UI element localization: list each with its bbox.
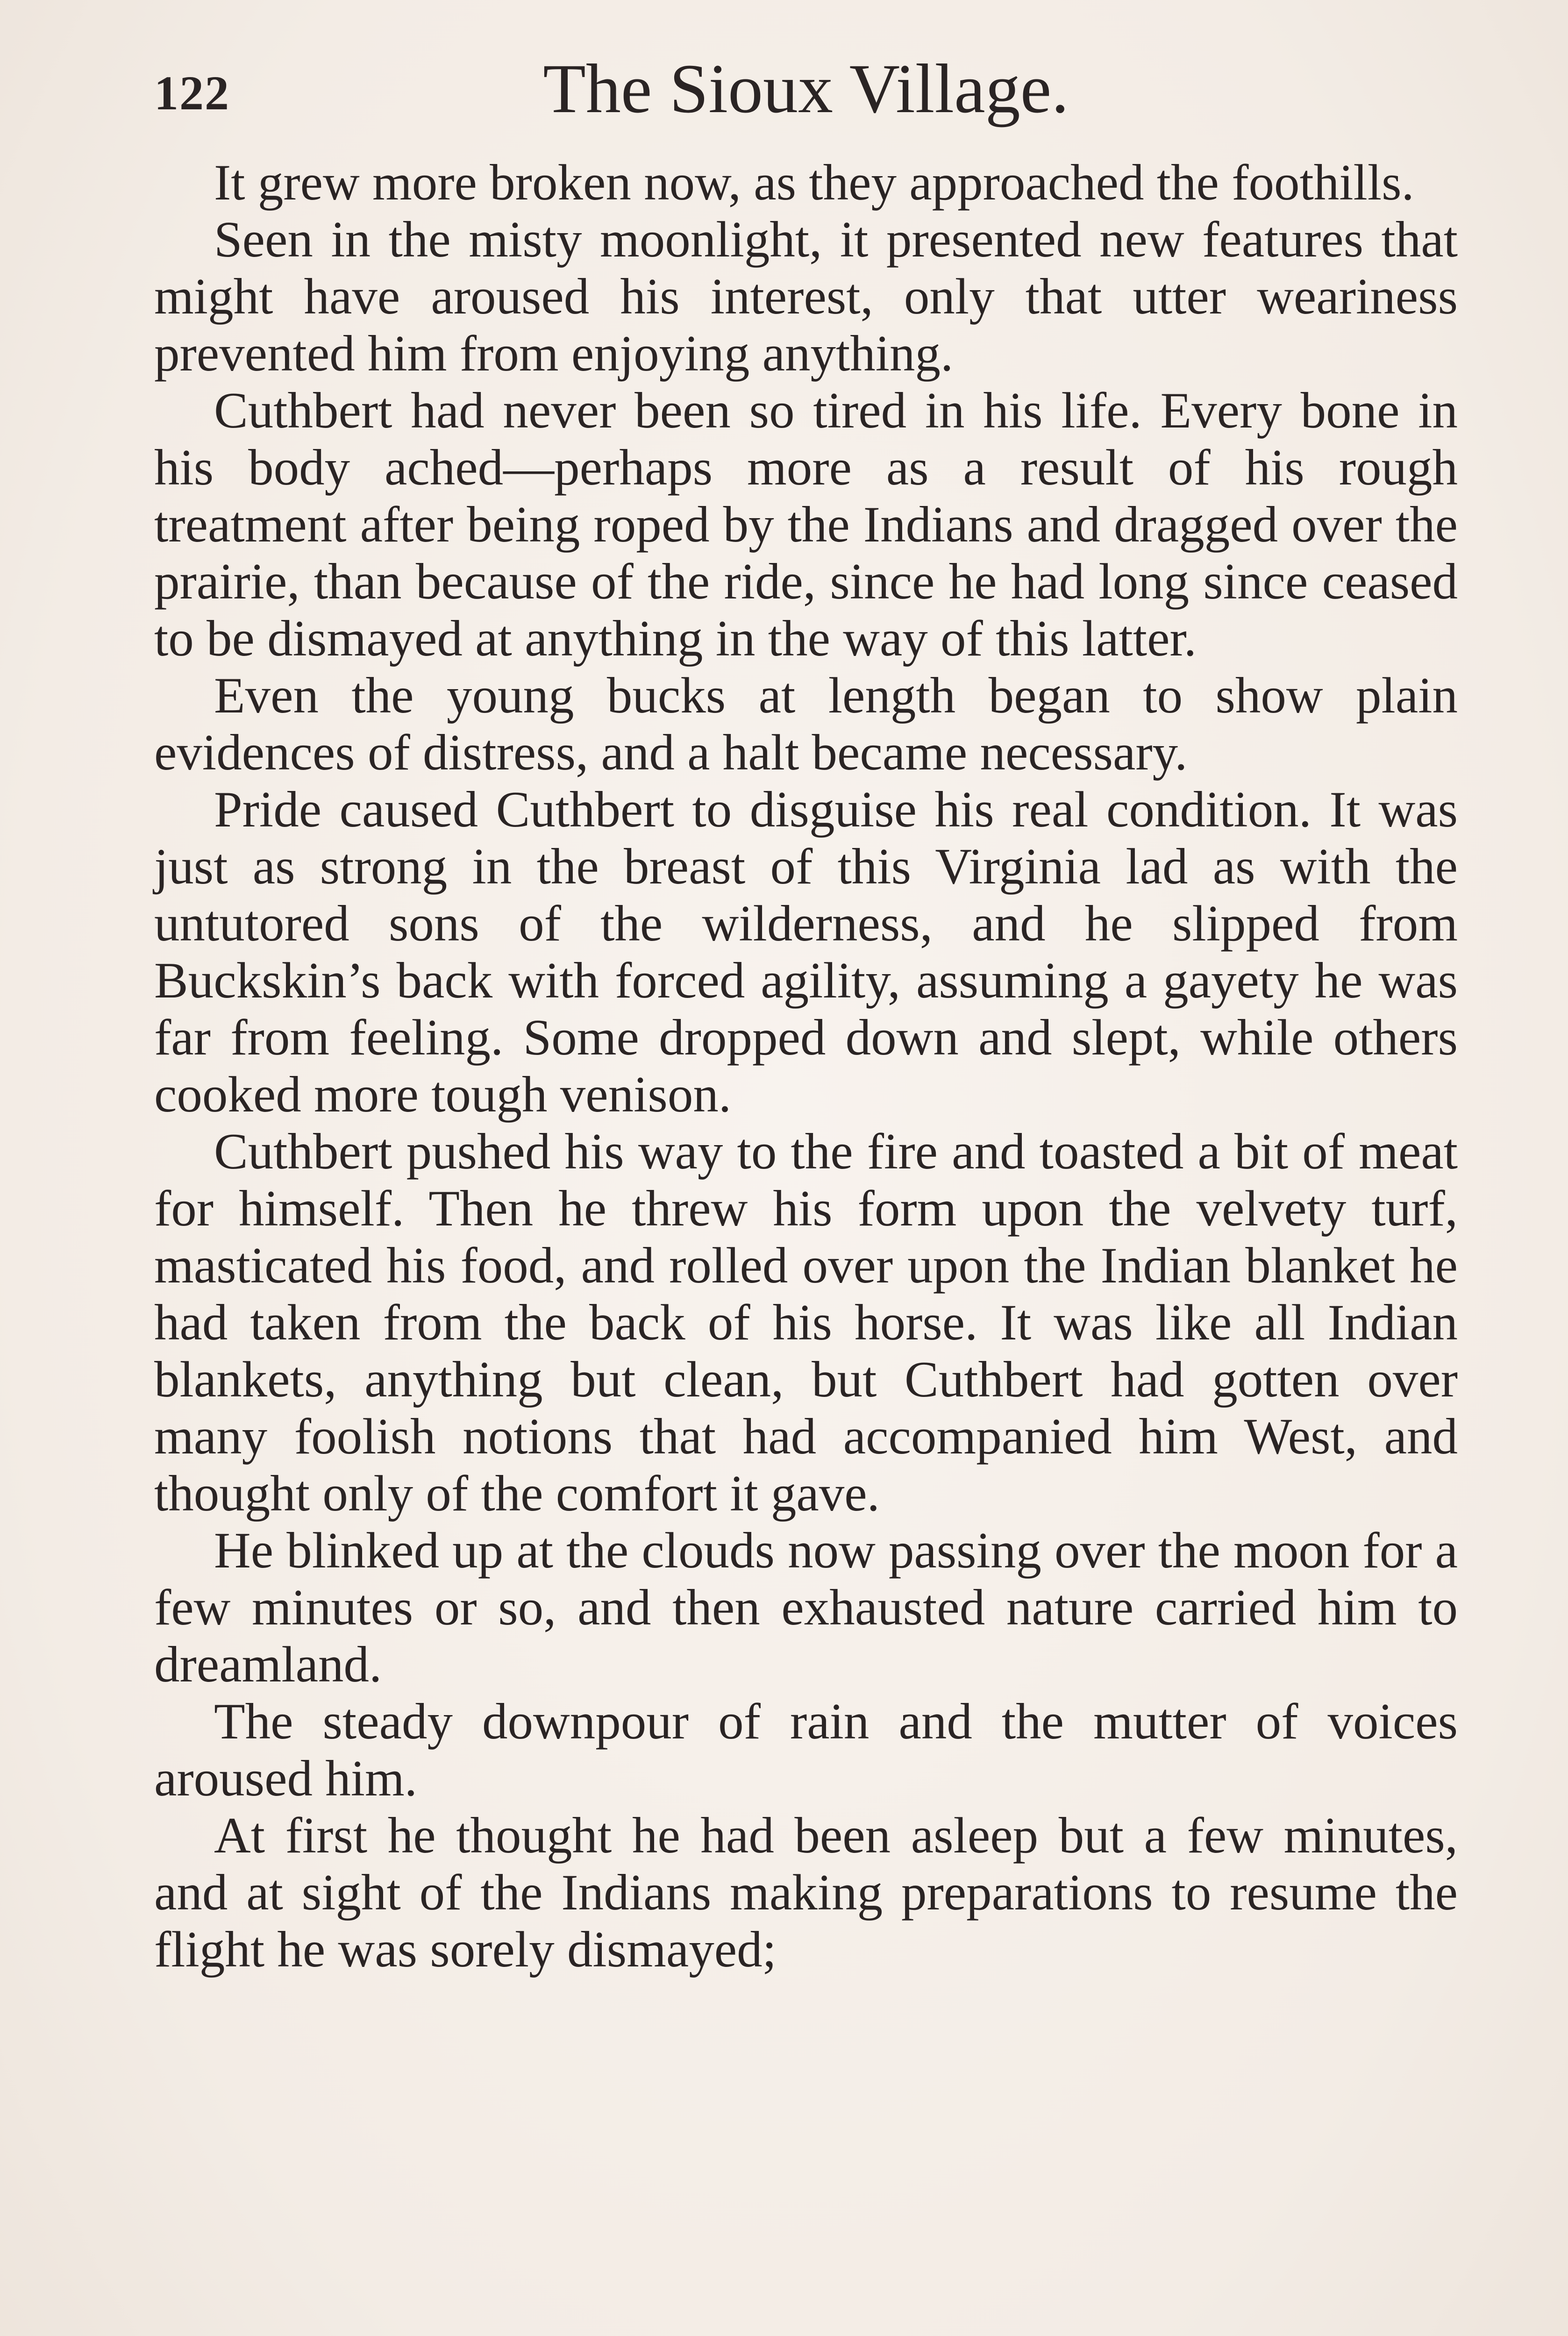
paragraph: At first he thought he had been asleep but a few minutes, and at sight of the Indians making preparations to resume the flight he was sorely dismayed; <box>154 1807 1458 1978</box>
paragraph: The steady downpour of rain and the mutter of voices aroused him. <box>154 1693 1458 1807</box>
paragraph: Pride caused Cuthbert to disguise his real condition. It was just as strong in the breast of this Virginia lad as with the untutored sons of the wilderness, and he slipped from Buckskin’s back with forced agility, assuming a gayety he was far from feeling. Some dropped down and slept, while others cooked more tough venison. <box>154 781 1458 1123</box>
running-head: The Sioux Village. <box>543 50 1069 128</box>
paragraph: Even the young bucks at length began to show plain evidences of distress, and a halt became necessary. <box>154 667 1458 781</box>
paragraph: Cuthbert had never been so tired in his life. Every bone in his body ached—perhaps more as a result of his rough treatment after being roped by the Indians and dragged over the prairie, than because of the ride, since he had long since ceased to be dismayed at anything in the way of this latter. <box>154 382 1458 667</box>
paragraph: He blinked up at the clouds now passing over the moon for a few minutes or so, and then exhausted nature carried him to dreamland. <box>154 1522 1458 1693</box>
page-header <box>154 42 1458 135</box>
page-number: 122 <box>154 66 230 120</box>
paragraph: Cuthbert pushed his way to the fire and toasted a bit of meat for himself. Then he threw his form upon the velvety turf, masticated his food, and rolled over upon the Indian blanket he had taken from the back of his horse. It was like all Indian blankets, anything but clean, but Cuthbert had gotten over many foolish notions that had accompanied him West, and thought only of the comfort it gave. <box>154 1123 1458 1522</box>
body-text <box>154 154 1458 1978</box>
paragraph: Seen in the misty moonlight, it presented new features that might have aroused his interest, only that utter weariness prevented him from enjoying anything. <box>154 211 1458 382</box>
paragraph: It grew more broken now, as they approached the foothills. <box>214 154 1414 211</box>
